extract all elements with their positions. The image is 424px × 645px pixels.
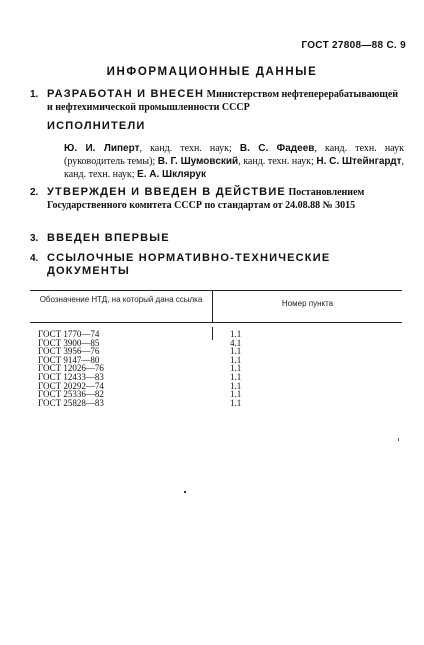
table-cell-document: ГОСТ 25336—82 xyxy=(38,389,104,400)
section-number: 2. xyxy=(30,187,39,198)
table-cell-document: ГОСТ 25828—83 xyxy=(38,397,104,408)
performer-role: , канд. техн. наук; xyxy=(238,156,317,167)
table-cell-item: 1.1 xyxy=(230,389,242,400)
performers-heading xyxy=(47,120,417,133)
section-1 xyxy=(30,88,400,114)
speck xyxy=(398,438,399,441)
table-cell-document: ГОСТ 3956—76 xyxy=(38,346,100,357)
section-heading: ССЫЛОЧНЫЕ НОРМАТИВНО-ТЕХНИЧЕСКИЕ ДОКУМЕНТЫ xyxy=(47,252,331,277)
table-top-border xyxy=(30,290,402,291)
section-number: 3. xyxy=(30,233,39,244)
section-number: 4. xyxy=(30,253,39,264)
performers-heading-text: ИСПОЛНИТЕЛИ xyxy=(47,120,146,132)
table-cell-item: 1.1 xyxy=(230,346,242,357)
performer-role: , канд. техн. наук; xyxy=(139,143,240,154)
table-row xyxy=(38,399,358,408)
performer-name: Н. С. Штейнгардт xyxy=(316,156,402,167)
page-title: ИНФОРМАЦИОННЫЕ ДАННЫЕ xyxy=(106,66,318,78)
performer-role: , канд. техн. наук; xyxy=(64,156,404,180)
performer-name: В. Г. Шумовский xyxy=(157,156,239,167)
table-cell-document: ГОСТ 9147—80 xyxy=(38,354,100,365)
table-cell-item: 1.1 xyxy=(230,371,242,382)
section-heading: ВВЕДЕН ВПЕРВЫЕ xyxy=(47,232,170,244)
table-cell-item: 1.1 xyxy=(230,397,242,408)
performers-list xyxy=(64,142,404,181)
section-2 xyxy=(30,186,400,212)
performer-role: , канд. техн. наук (руководитель темы); xyxy=(64,143,404,167)
table-cell-item: 1.1 xyxy=(230,363,242,374)
section-heading: УТВЕРЖДЕН И ВВЕДЕН В ДЕЙСТВИЕ xyxy=(47,186,286,198)
table-cell-document: ГОСТ 20292—74 xyxy=(38,380,104,391)
table-cell-document: ГОСТ 12433—83 xyxy=(38,371,104,382)
table-cell-item: 1.1 xyxy=(230,380,242,391)
section-number: 1. xyxy=(30,89,39,100)
table-cell-document: ГОСТ 1770—74 xyxy=(38,329,100,339)
performer-name: Ю. И. Липерт xyxy=(64,143,140,154)
performer-name: В. С. Фадеев xyxy=(239,143,315,154)
table-header-border xyxy=(30,322,402,323)
page-header: ГОСТ 27808—88 С. 9 xyxy=(301,40,406,51)
table-cell-item: 1.1 xyxy=(230,329,242,339)
table-body xyxy=(38,330,358,407)
section-3 xyxy=(30,232,400,245)
performer-name: Е. А. Шклярук xyxy=(137,169,206,180)
speck xyxy=(184,491,186,493)
table-cell-document: ГОСТ 12026—76 xyxy=(38,363,104,374)
table-cell-item: 4.1 xyxy=(230,337,242,348)
column-header-item: Номер пункта xyxy=(281,299,334,308)
section-heading: РАЗРАБОТАН И ВНЕСЕН xyxy=(47,88,205,100)
section-text: Министерством нефтеперерабатывающей и нефтехимической промышленности СССР xyxy=(47,89,399,113)
column-header-document: Обозначение НТД, на который дана ссылка xyxy=(39,295,203,304)
section-4 xyxy=(30,252,390,278)
section-text: Постановлением Государственного комитета СССР по стандартам от 24.08.88 № 3015 xyxy=(47,187,365,211)
table-cell-item: 1.1 xyxy=(230,354,242,365)
table-cell-document: ГОСТ 3900—85 xyxy=(38,337,100,348)
